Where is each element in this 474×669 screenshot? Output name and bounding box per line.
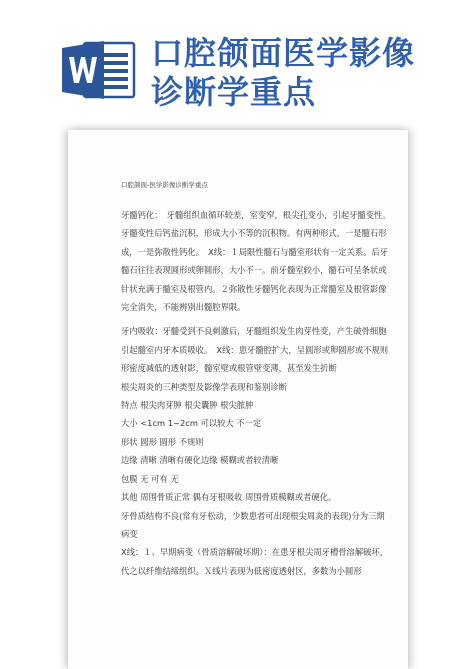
paragraph-xray-early-stage: X线：１、早期病变（骨质溶解破坏期）：在患牙根尖周牙槽骨溶解破坏，代之以纤维结缔组织。Ｘ线片表现为低密度透射区，多数为小圆形 [121, 547, 389, 576]
table-row: 包膜 无 可有 无 [121, 473, 179, 484]
paragraph-pulp-calcification: 牙髓钙化： 牙髓组织血循环较差，室变窄，根尖孔变小，引起牙髓变性。牙髓变性后钙盐沉积，形成大小不等的沉积物。有两种形式，一是髓石形成，一是弥散性钙化。 X线：１局限性髓石与髓室形状有一定关系。后牙髓石往往表现圆形或卵圆形，大小不一。前牙髓室较小，髓石可呈条状或针状充满于髓室及根管内。２弥散性牙髓钙化表现为正常髓室及根管影像完全消失，不能辨别出髓腔界限。 [121, 210, 391, 313]
page-title-line-1: 口腔颌面医学影像 [151, 34, 416, 72]
document-body [121, 180, 391, 580]
table-row: 形状 圆形 圆形 不规则 [121, 436, 204, 447]
page-title-line-2: 诊断学重点 [151, 73, 317, 111]
paragraph-cementum-dysplasia: 牙骨质结构不良(常有牙松动，少数患者可出现根尖周炎的表现)分为三期病变 [121, 510, 385, 539]
table-row: 边缘 清晰 清晰有硬化边缘 模糊或者较清晰 [121, 455, 279, 466]
table-row: 其他 周围骨质正常 偶有牙根吸收 周围骨质模糊或者硬化。 [121, 492, 337, 503]
table-row: 特点 根尖肉芽肿 根尖囊肿 根尖脓肿 [121, 400, 254, 411]
paragraph-internal-resorption: 牙内吸收：牙髓受到不良刺激后，牙髓组织发生肉芽性变，产生破骨细胞引起髓室内牙本质吸收。 X线：患牙髓腔扩大，呈圆形或卵圆形或不规则形密度减低的透射影，髓室壁或根管壁变薄，甚至发生折断 [121, 326, 389, 374]
document-page [68, 130, 408, 669]
text-line: 根尖周炎的三种类型及影像学表现和鉴别诊断 [121, 381, 287, 392]
document-heading: 口腔颌面-医学影像诊断学重点 [121, 181, 208, 189]
table-row: 大小 <1cm 1~2cm 可以较大 不一定 [121, 418, 262, 429]
word-document-icon [62, 39, 137, 101]
header-banner [0, 0, 474, 150]
